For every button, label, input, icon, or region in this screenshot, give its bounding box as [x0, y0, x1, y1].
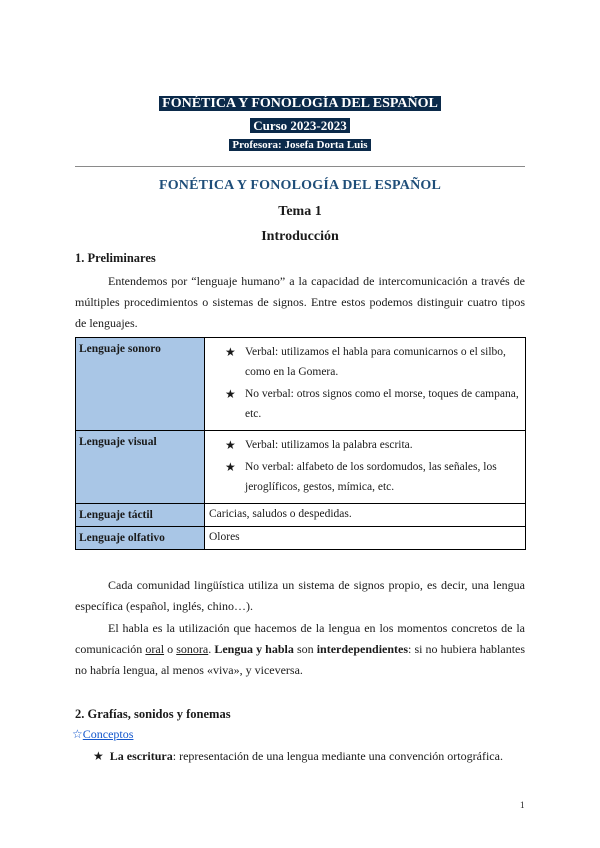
star-icon: ★ [225, 460, 236, 474]
header-divider [75, 166, 525, 167]
star-outline-icon: ☆ [72, 727, 83, 741]
language-types-table [75, 337, 526, 550]
interdependientes-term: interdependientes [316, 642, 409, 656]
row-content: Caricias, saludos o despedidas. [205, 504, 526, 527]
header-course-title: FONÉTICA Y FONOLOGÍA DEL ESPAÑOL [0, 96, 600, 112]
document-title: FONÉTICA Y FONOLOGÍA DEL ESPAÑOL [158, 178, 442, 193]
header-course-year: Curso 2023-2023 [0, 118, 600, 133]
row-label: Lenguaje sonoro [76, 338, 205, 431]
star-icon: ★ [225, 345, 236, 359]
section-1-heading: 1. Preliminares [75, 251, 156, 265]
concepts-link[interactable]: ☆Conceptos [72, 727, 134, 741]
speech-paragraph: El habla es la utilización que hacemos de la lengua en los momentos concretos de la comunicación oral o sonora. Lengua y habla son interdependientes: si no hubiera hablantes no habría lengua, al menos «viva», y viceversa. [75, 621, 526, 677]
list-item: ★ No verbal: otros signos como el morse, toques de campana, etc. [225, 384, 521, 424]
table-row [76, 527, 526, 550]
table-row [76, 504, 526, 527]
row-label: Lenguaje visual [76, 431, 205, 504]
list-item: ★ Verbal: utilizamos el habla para comunicarnos o el silbo, como en la Gomera. [225, 342, 521, 382]
row-label: Lenguaje táctil [76, 504, 205, 527]
tema-heading: Tema 1 [278, 204, 322, 219]
row-label: Lenguaje olfativo [76, 527, 205, 550]
escritura-term: La escritura [109, 749, 173, 763]
table-row [76, 338, 526, 431]
lengua-habla-term: Lengua y habla [214, 642, 294, 656]
row-content [205, 338, 526, 431]
oral-term: oral [145, 642, 165, 656]
star-icon: ★ [225, 438, 236, 452]
list-item: ★ Verbal: utilizamos la palabra escrita. [225, 435, 521, 455]
list-item: ★ La escritura: representación de una lengua mediante una convención ortográfica. [93, 749, 503, 763]
table-row [76, 431, 526, 504]
header-professor: Profesora: Josefa Dorta Luis [0, 139, 600, 152]
section-2-heading: 2. Grafías, sonidos y fonemas [75, 707, 231, 721]
page-number: 1 [520, 800, 525, 810]
sonora-term: sonora [176, 642, 209, 656]
row-content: Olores [205, 527, 526, 550]
subtitle-heading: Introducción [261, 229, 339, 244]
star-icon: ★ [225, 387, 236, 401]
row-content [205, 431, 526, 504]
star-icon: ★ [93, 749, 104, 763]
intro-paragraph: Entendemos por “lenguaje humano” a la capacidad de intercomunicación a través de múltiples procedimientos o sistemas de signos. Entre estos podemos distinguir cuatro tipos de lenguajes. [75, 274, 525, 330]
community-paragraph: Cada comunidad lingüística utiliza un sistema de signos propio, es decir, una lengua específica (español, inglés, chino…). [75, 578, 525, 613]
list-item: ★ No verbal: alfabeto de los sordomudos, las señales, los jeroglíficos, gestos, mímica, etc. [225, 457, 521, 497]
